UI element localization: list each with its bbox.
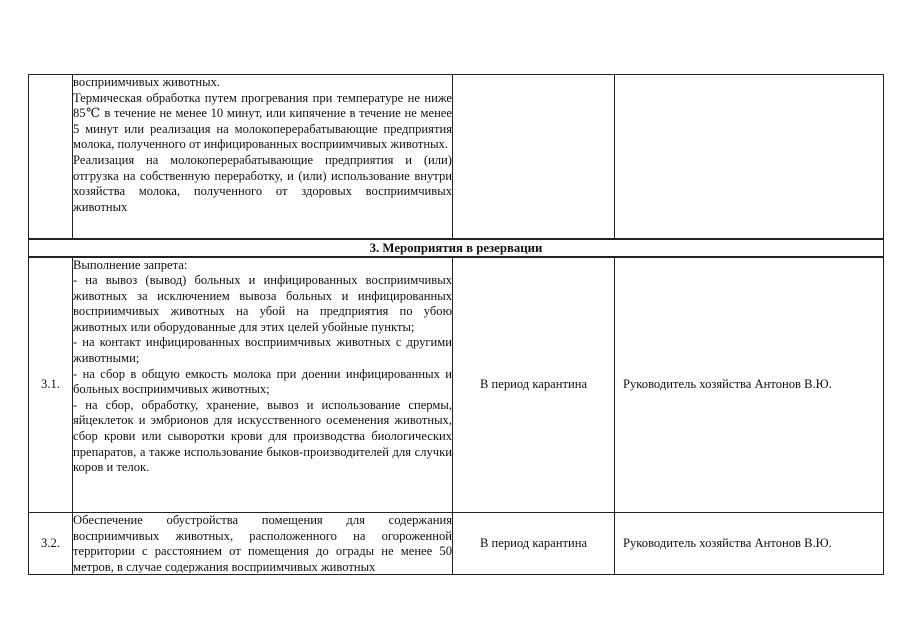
measure-paragraph: Термическая обработка путем прогревания при температуре не ниже 85℃ в течение не менее 10 минут, или кипячение в течение не менее 5 минут или реализация на молокоперерабатывающие предприятия молока, полученного от инфицированных восприимчивых животных.	[73, 90, 452, 152]
number-cell-empty	[29, 75, 73, 239]
period-cell: В период карантина	[453, 513, 615, 575]
responsible-cell: Руководитель хозяйства Антонов В.Ю.	[615, 513, 884, 575]
measure-line: - на сбор в общую емкость молока при доении инфицированных и больных восприимчивых животных;	[73, 366, 452, 397]
measure-text-cell	[73, 257, 453, 513]
measure-paragraph: Реализация на молокоперерабатывающие предприятия и (или) отгрузка на собственную переработку, и (или) использование внутри хозяйства молока, полученного от здоровых восприимчивых животных	[73, 152, 452, 214]
period-cell-empty	[453, 75, 615, 239]
measure-line: - на вывоз (вывод) больных и инфицированных восприимчивых животных за исключением вывоза больных и инфицированных восприимчивых животных на убой на предприятия по убою животных или оборудованные для этих целей убойные пункты;	[73, 273, 452, 334]
row-number: 3.2.	[29, 513, 73, 575]
measure-paragraph: восприимчивых животных.	[73, 75, 221, 89]
measure-text-clip	[73, 513, 452, 573]
measures-table	[28, 74, 884, 575]
measure-line: - на сбор, обработку, хранение, вывоз и использование спермы, яйцеклеток и эмбрионов для искусственного осеменения животных, сбор крови или сыворотки крови для производства биологических препаратов, а также использование быков-производителей для случки коров и телок.	[73, 397, 452, 475]
table-row-3-2	[29, 513, 884, 575]
measure-paragraph: Обеспечение обустройства помещения для содержания восприимчивых животных, расположенного на огороженной территории с расстоянием от помещения до ограды не менее 50 метров, в случае содержания восприимчивых животных	[73, 513, 452, 573]
period-cell: В период карантина	[453, 257, 615, 513]
measure-line: Выполнение запрета:	[73, 257, 188, 272]
table-row-continuation	[29, 75, 884, 239]
responsible-cell-empty	[615, 75, 884, 239]
measure-line: - на контакт инфицированных восприимчивых животных с другими животными;	[73, 335, 452, 366]
table-row-3-1	[29, 257, 884, 513]
section-title: 3. Мероприятия в резервации	[29, 239, 884, 257]
row-number: 3.1.	[29, 257, 73, 513]
measure-text-cell	[73, 513, 453, 575]
responsible-cell: Руководитель хозяйства Антонов В.Ю.	[615, 257, 884, 513]
section-header-row	[29, 239, 884, 257]
measure-text-cell	[73, 75, 453, 239]
